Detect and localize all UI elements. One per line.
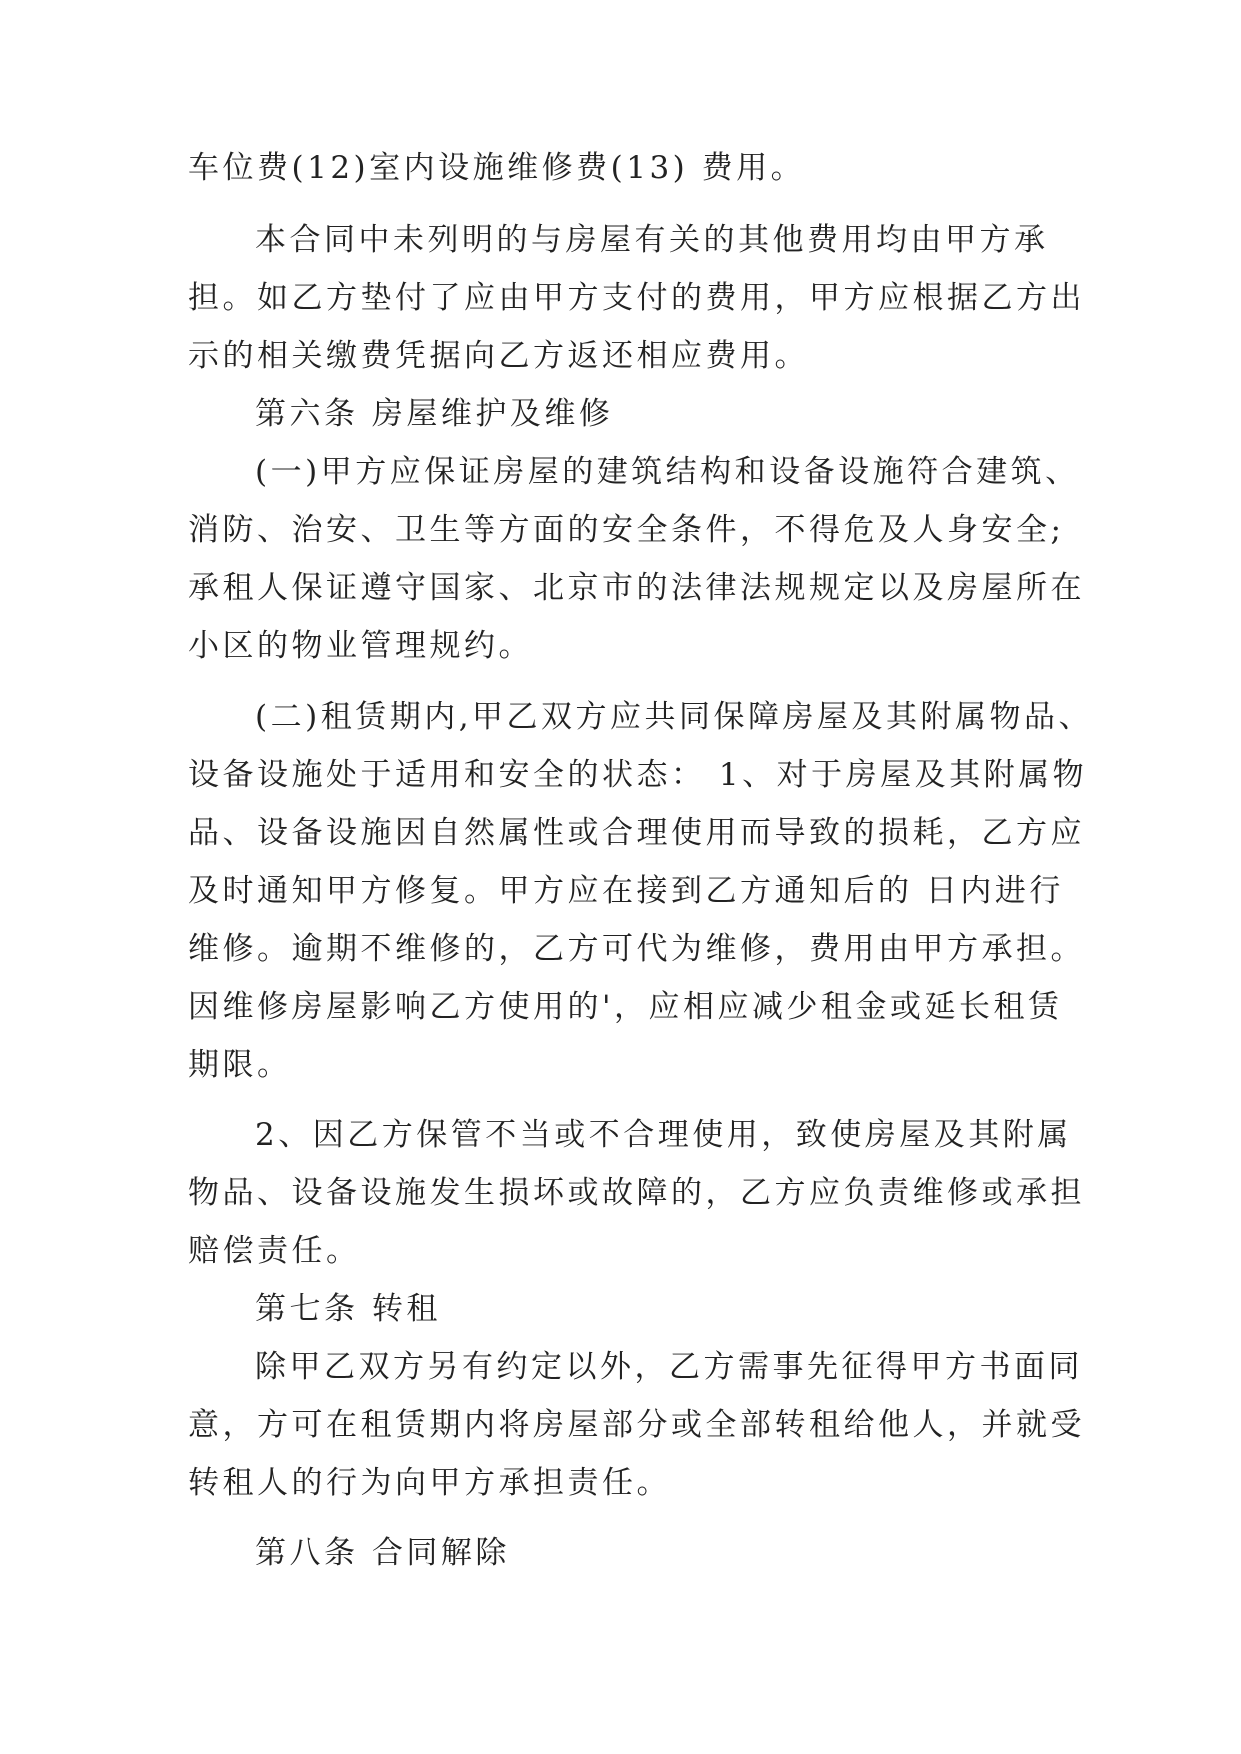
text-line-7: 消防、治安、卫生等方面的安全条件，不得危及人身安全; xyxy=(188,512,1065,548)
section-heading-7: 第七条 转租 xyxy=(255,1291,441,1327)
text-line-6: (一)甲方应保证房屋的建筑结构和设备设施符合建筑、 xyxy=(255,454,1080,490)
text-line-9: 小区的物业管理规约。 xyxy=(188,628,533,664)
text-line-15: 因维修房屋影响乙方使用的'，应相应减少租金或延长租赁 xyxy=(188,989,1063,1025)
text-line-17: 2、因乙方保管不当或不合理使用，致使房屋及其附属 xyxy=(255,1117,1072,1153)
text-line-21: 除甲乙双方另有约定以外，乙方需事先征得甲方书面同 xyxy=(255,1349,1083,1385)
text-line-12: 品、设备设施因自然属性或合理使用而导致的损耗，乙方应 xyxy=(188,815,1085,851)
text-line-22: 意，方可在租赁期内将房屋部分或全部转租给他人，并就受 xyxy=(188,1407,1085,1443)
text-line-8: 承租人保证遵守国家、北京市的法律法规规定以及房屋所在 xyxy=(188,570,1085,606)
text-line-19: 赔偿责任。 xyxy=(188,1233,361,1269)
text-line-23: 转租人的行为向甲方承担责任。 xyxy=(188,1465,671,1501)
text-line-4: 示的相关缴费凭据向乙方返还相应费用。 xyxy=(188,338,809,374)
text-line-2: 本合同中未列明的与房屋有关的其他费用均由甲方承 xyxy=(255,222,1049,258)
text-line-11: 设备设施处于适用和安全的状态： 1、对于房屋及其附属物 xyxy=(188,757,1088,793)
section-heading-6: 第六条 房屋维护及维修 xyxy=(255,396,614,432)
text-line-13: 及时通知甲方修复。甲方应在接到乙方通知后的 日内进行 xyxy=(188,873,1064,909)
text-line-16: 期限。 xyxy=(188,1047,292,1083)
text-line-18: 物品、设备设施发生损坏或故障的，乙方应负责维修或承担 xyxy=(188,1175,1085,1211)
text-line-1: 车位费(12)室内设施维修费(13) 费用。 xyxy=(188,150,806,186)
text-line-10: (二)租赁期内,甲乙双方应共同保障房屋及其附属物品、 xyxy=(255,699,1094,735)
text-line-14: 维修。逾期不维修的，乙方可代为维修，费用由甲方承担。 xyxy=(188,931,1085,967)
text-line-3: 担。如乙方垫付了应由甲方支付的费用，甲方应根据乙方出 xyxy=(188,280,1085,316)
section-heading-8: 第八条 合同解除 xyxy=(255,1535,510,1571)
